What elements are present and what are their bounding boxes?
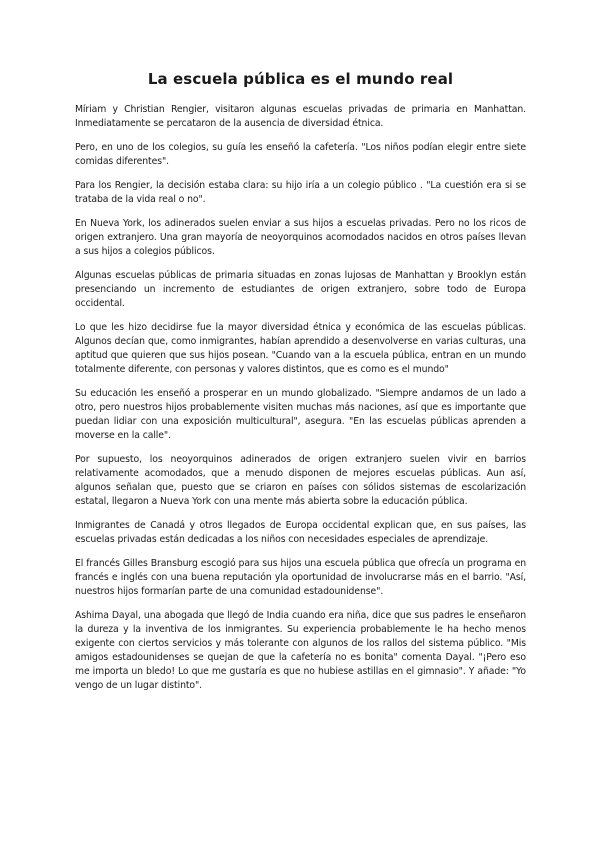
paragraph-10: El francés Gilles Bransburg escogió para sus hijos una escuela pública que ofrecía un programa en francés e inglés con una buena reputación yla oportunidad de involucrarse más en el barrio. "Así, nuestros hijos formarían parte de una comunidad estadounidense". — [75, 558, 526, 597]
paragraph-3: Para los Rengier, la decisión estaba clara: su hijo iría a un colegio público . "La cuestión era si se trataba de la vida real o no". — [75, 180, 526, 205]
paragraph-4: En Nueva York, los adinerados suelen enviar a sus hijos a escuelas privadas. Pero no los ricos de origen extranjero. Una gran mayoría de neoyorquinos acomodados nacidos en otros países llevan a sus hijos a colegios públicos. — [75, 218, 526, 257]
paragraph-8: Por supuesto, los neoyorquinos adinerados de origen extranjero suelen vivir en barrios relativamente acomodados, que a menudo disponen de mejores escuelas públicas. Aun así, algunos señalan que, puesto que se criaron en países con sólidos sistemas de escolarización estatal, llegaron a Nueva York con una mente más abierta sobre la educación pública. — [75, 454, 526, 507]
page-title: La escuela pública es el mundo real — [147, 70, 454, 88]
paragraph-7: Su educación les enseñó a prosperar en un mundo globalizado. "Siempre andamos de un lado a otro, pero nuestros hijos probablemente visiten muchas más naciones, así que es importante que puedan lidiar con una exposición multicultural", asegura. "En las escuelas públicas aprenden a moverse en la calle". — [75, 388, 526, 441]
paragraph-9: Inmigrantes de Canadá y otros llegados de Europa occidental explican que, en sus países, las escuelas privadas están dedicadas a los niños con necesidades especiales de aprendizaje. — [75, 520, 526, 545]
paragraph-1: Míriam y Christian Rengier, visitaron algunas escuelas privadas de primaria en Manhattan. Inmediatamente se percataron de la ausencia de diversidad étnica. — [75, 104, 526, 129]
paragraph-5: Algunas escuelas públicas de primaria situadas en zonas lujosas de Manhattan y Brooklyn están presenciando un incremento de estudiantes de origen extranjero, sobre todo de Europa occidental. — [75, 270, 526, 309]
paragraph-11: Ashima Dayal, una abogada que llegó de India cuando era niña, dice que sus padres le enseñaron la dureza y la inventiva de los inmigrantes. Su experiencia probablemente le ha hecho menos exigente con ciertos servicios y más tolerante con algunos de los rallos del sistema público. "Mis amigos estadounidenses se quejan de que la cafetería no es bonita" comenta Dayal. "¡Pero eso me importa un bledo! Lo que me gustaría es que no hubiese astillas en el gimnasio". Y añade: "Yo vengo de un lugar distinto". — [75, 610, 526, 691]
paragraph-2: Pero, en uno de los colegios, su guía les enseñó la cafetería. "Los niños podían elegir entre siete comidas diferentes". — [75, 142, 526, 167]
paragraph-6: Lo que les hizo decidirse fue la mayor diversidad étnica y económica de las escuelas públicas. Algunos decían que, como inmigrantes, habían aprendido a desenvolverse en varias culturas, una aptitud que quieren que sus hijos posean. "Cuando van a la escuela pública, entran en un mundo totalmente diferente, con personas y valores distintos, que es como es el mundo" — [75, 322, 526, 375]
